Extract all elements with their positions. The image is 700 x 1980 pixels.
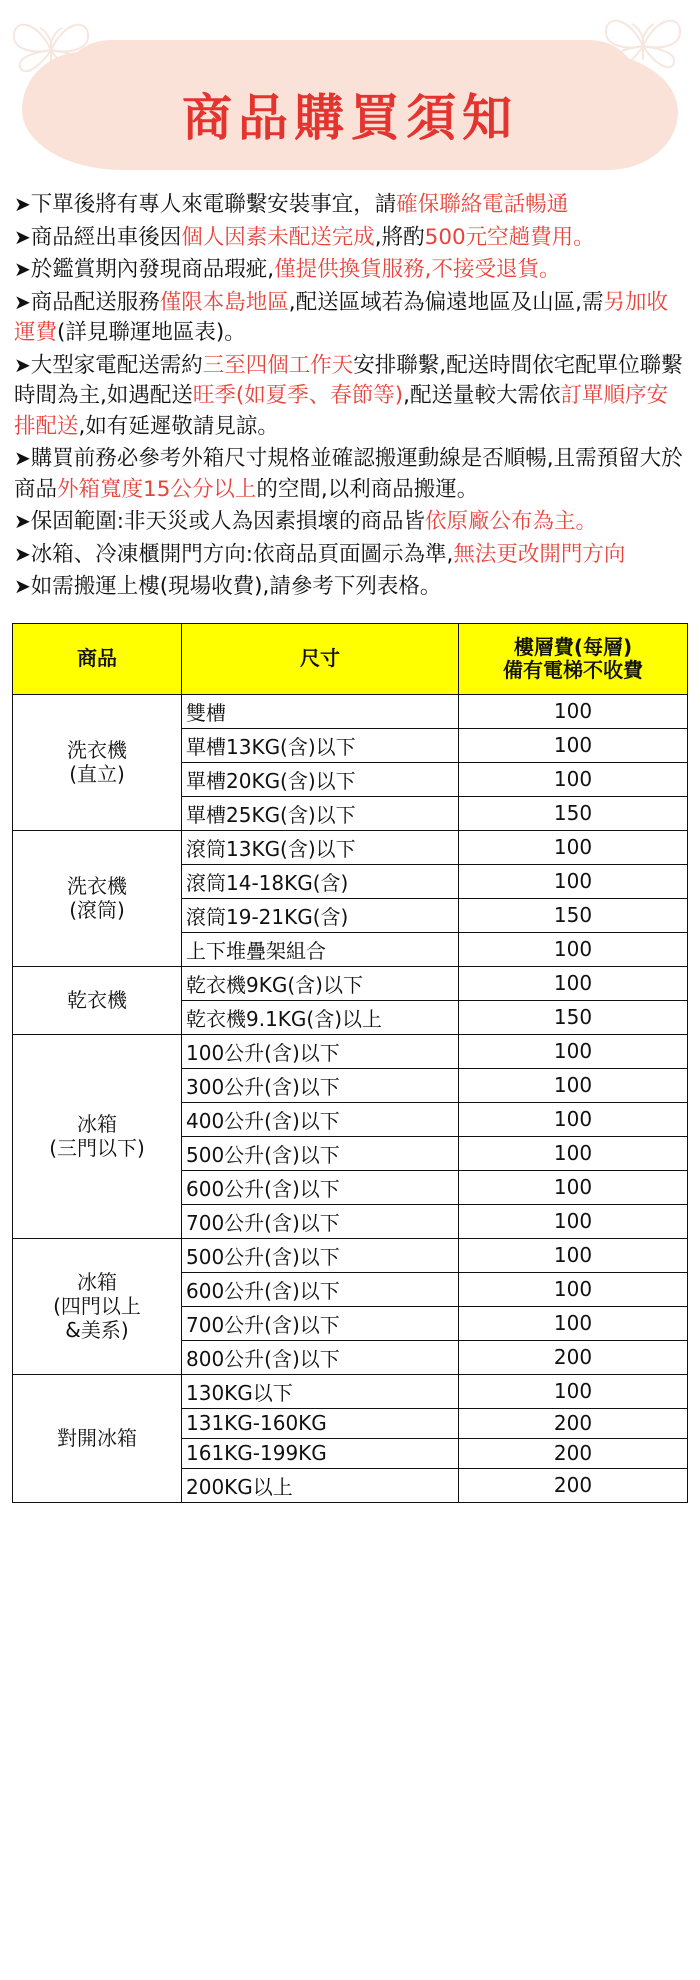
row-size: 600公升(含)以下 bbox=[182, 1272, 459, 1306]
row-size: 單槽20KG(含)以下 bbox=[182, 762, 459, 796]
row-category bbox=[13, 1034, 182, 1238]
bullet-arrow-icon: ➤ bbox=[14, 574, 31, 599]
notice-text: ,配送量較大需依 bbox=[403, 383, 561, 409]
bullet-arrow-icon: ➤ bbox=[14, 509, 31, 534]
row-size: 200KG以上 bbox=[182, 1468, 459, 1502]
row-fee: 100 bbox=[459, 1204, 688, 1238]
row-fee: 200 bbox=[459, 1468, 688, 1502]
row-category bbox=[13, 694, 182, 830]
notice-text: 大型家電配送需約 bbox=[30, 352, 203, 378]
notice-item bbox=[14, 351, 686, 443]
notice-item bbox=[14, 223, 686, 254]
notice-highlight-text: 個人因素未配送完成 bbox=[181, 224, 375, 250]
row-category-line: (三門以下) bbox=[49, 1136, 145, 1161]
notice-text: 冰箱、冷凍櫃開門方向:依商品頁面圖示為準, bbox=[30, 541, 454, 567]
row-fee: 150 bbox=[459, 898, 688, 932]
row-fee: 100 bbox=[459, 694, 688, 728]
row-size: 單槽13KG(含)以下 bbox=[182, 728, 459, 762]
row-category-line: (滾筒) bbox=[69, 898, 125, 923]
table-row bbox=[13, 694, 688, 728]
notice-item bbox=[14, 288, 686, 349]
row-fee: 100 bbox=[459, 830, 688, 864]
row-size: 500公升(含)以下 bbox=[182, 1136, 459, 1170]
notice-highlight-text: 另加收運費 bbox=[14, 289, 668, 346]
notice-text: 購買前務必參考外箱尺寸規格並確認搬運動線是否順暢,且需預留大於商品 bbox=[14, 446, 683, 502]
row-fee: 100 bbox=[459, 1136, 688, 1170]
row-fee: 100 bbox=[459, 1374, 688, 1408]
row-fee: 100 bbox=[459, 966, 688, 1000]
row-size: 100公升(含)以下 bbox=[182, 1034, 459, 1068]
row-size: 乾衣機9.1KG(含)以上 bbox=[182, 1000, 459, 1034]
row-size: 500公升(含)以下 bbox=[182, 1238, 459, 1272]
row-category bbox=[13, 1374, 182, 1502]
row-size: 單槽25KG(含)以下 bbox=[182, 796, 459, 830]
row-fee: 100 bbox=[459, 1034, 688, 1068]
row-fee: 100 bbox=[459, 1272, 688, 1306]
notice-item bbox=[14, 255, 686, 286]
notice-highlight-text: 無法更改開門方向 bbox=[453, 541, 626, 567]
row-category bbox=[13, 1238, 182, 1374]
row-category-line: 洗衣機 bbox=[67, 874, 127, 899]
notice-highlight-text: 三至四個工作天 bbox=[202, 352, 354, 378]
notice-highlight-text: 確保聯絡電話暢通 bbox=[396, 192, 569, 217]
row-size: 131KG-160KG bbox=[182, 1408, 459, 1438]
floor-fee-table-wrap bbox=[0, 613, 700, 1527]
table-header-row bbox=[13, 623, 688, 694]
row-fee: 200 bbox=[459, 1408, 688, 1438]
notice-text: 保固範圍:非天災或人為因素損壞的商品皆 bbox=[30, 509, 426, 535]
row-category bbox=[13, 830, 182, 966]
row-category-line: 冰箱 bbox=[77, 1270, 117, 1295]
row-fee: 100 bbox=[459, 1170, 688, 1204]
row-size: 滾筒13KG(含)以下 bbox=[182, 830, 459, 864]
row-fee: 150 bbox=[459, 1000, 688, 1034]
notice-text: 安排聯繫,配送時間依宅配單位聯繫時間為主,如遇配送 bbox=[14, 352, 683, 409]
row-fee: 100 bbox=[459, 762, 688, 796]
floor-fee-table bbox=[12, 623, 688, 1503]
row-category-line: &美系) bbox=[65, 1318, 129, 1343]
bullet-arrow-icon: ➤ bbox=[14, 446, 31, 471]
notice-list bbox=[0, 190, 700, 613]
table-row bbox=[13, 1034, 688, 1068]
notice-highlight-text: 旺季(如夏季、春節等) bbox=[192, 383, 404, 409]
row-size: 600公升(含)以下 bbox=[182, 1170, 459, 1204]
bullet-arrow-icon: ➤ bbox=[14, 289, 31, 314]
row-size: 130KG以下 bbox=[182, 1374, 459, 1408]
row-fee: 200 bbox=[459, 1340, 688, 1374]
bullet-arrow-icon: ➤ bbox=[14, 192, 31, 216]
notice-item bbox=[14, 190, 686, 221]
notice-highlight-text: 500元空趟費用。 bbox=[424, 224, 595, 250]
row-size: 700公升(含)以下 bbox=[182, 1204, 459, 1238]
row-category bbox=[13, 966, 182, 1034]
row-fee: 150 bbox=[459, 796, 688, 830]
table-body bbox=[13, 694, 688, 1502]
row-fee: 100 bbox=[459, 932, 688, 966]
row-category-line: 洗衣機 bbox=[67, 738, 127, 763]
column-header-size: 尺寸 bbox=[182, 623, 459, 694]
notice-text: 的空間,以利商品搬運。 bbox=[256, 476, 479, 502]
notice-item bbox=[14, 540, 686, 571]
notice-text: 商品經出車後因 bbox=[30, 224, 182, 250]
row-fee: 100 bbox=[459, 1306, 688, 1340]
page-header bbox=[0, 0, 700, 190]
row-size: 161KG-199KG bbox=[182, 1438, 459, 1468]
bullet-arrow-icon: ➤ bbox=[14, 224, 31, 249]
table-head bbox=[13, 623, 688, 694]
row-size: 乾衣機9KG(含)以下 bbox=[182, 966, 459, 1000]
column-header-product: 商品 bbox=[13, 623, 182, 694]
row-category-line: 乾衣機 bbox=[67, 988, 127, 1013]
table-row bbox=[13, 1374, 688, 1408]
bullet-arrow-icon: ➤ bbox=[14, 257, 31, 282]
column-header-fee bbox=[459, 623, 688, 694]
column-header-fee-line2: 備有電梯不收費 bbox=[503, 657, 643, 682]
notice-item bbox=[14, 572, 686, 603]
bullet-arrow-icon: ➤ bbox=[14, 352, 31, 377]
bullet-arrow-icon: ➤ bbox=[14, 541, 31, 566]
row-fee: 100 bbox=[459, 1102, 688, 1136]
row-category-line: (四門以上 bbox=[53, 1294, 141, 1319]
column-header-fee-line1: 樓層費(每層) bbox=[513, 634, 633, 659]
row-size: 400公升(含)以下 bbox=[182, 1102, 459, 1136]
notice-highlight-text: 訂單順序安排配送 bbox=[14, 383, 668, 439]
row-size: 雙槽 bbox=[182, 694, 459, 728]
notice-text: 如需搬運上樓(現場收費),請參考下列表格。 bbox=[30, 574, 442, 600]
notice-highlight-text: 僅提供換貨服務,不接受退貨。 bbox=[274, 257, 561, 283]
notice-text: ,將酌 bbox=[374, 224, 425, 250]
row-category-line: (直立) bbox=[69, 762, 125, 787]
row-fee: 100 bbox=[459, 1068, 688, 1102]
table-row bbox=[13, 1238, 688, 1272]
notice-text: (詳見聯運地區表)。 bbox=[57, 320, 246, 346]
row-size: 800公升(含)以下 bbox=[182, 1340, 459, 1374]
row-fee: 100 bbox=[459, 864, 688, 898]
notice-item bbox=[14, 444, 686, 505]
notice-highlight-text: 依原廠公布為主。 bbox=[425, 509, 598, 535]
row-size: 上下堆疊架組合 bbox=[182, 932, 459, 966]
notice-highlight-text: 僅限本島地區 bbox=[159, 289, 289, 315]
row-fee: 200 bbox=[459, 1438, 688, 1468]
row-size: 滾筒19-21KG(含) bbox=[182, 898, 459, 932]
notice-item bbox=[14, 507, 686, 538]
row-size: 700公升(含)以下 bbox=[182, 1306, 459, 1340]
notice-highlight-text: 外箱寬度15公分以上 bbox=[57, 476, 257, 502]
notice-text: 商品配送服務 bbox=[30, 289, 160, 315]
row-category-line: 冰箱 bbox=[77, 1112, 117, 1137]
row-fee: 100 bbox=[459, 1238, 688, 1272]
page-title: 商品購買須知 bbox=[182, 89, 518, 147]
row-size: 滾筒14-18KG(含) bbox=[182, 864, 459, 898]
row-fee: 100 bbox=[459, 728, 688, 762]
notice-text: ,如有延遲敬請見諒。 bbox=[78, 413, 279, 439]
table-row bbox=[13, 830, 688, 864]
row-size: 300公升(含)以下 bbox=[182, 1068, 459, 1102]
table-row bbox=[13, 966, 688, 1000]
row-category-line: 對開冰箱 bbox=[57, 1426, 137, 1451]
notice-text: 於鑑賞期內發現商品瑕疵, bbox=[30, 257, 275, 283]
notice-text: 下單後將有專人來電聯繫安裝事宜，請 bbox=[30, 192, 397, 217]
notice-text: ,配送區域若為偏遠地區及山區,需 bbox=[288, 289, 604, 315]
